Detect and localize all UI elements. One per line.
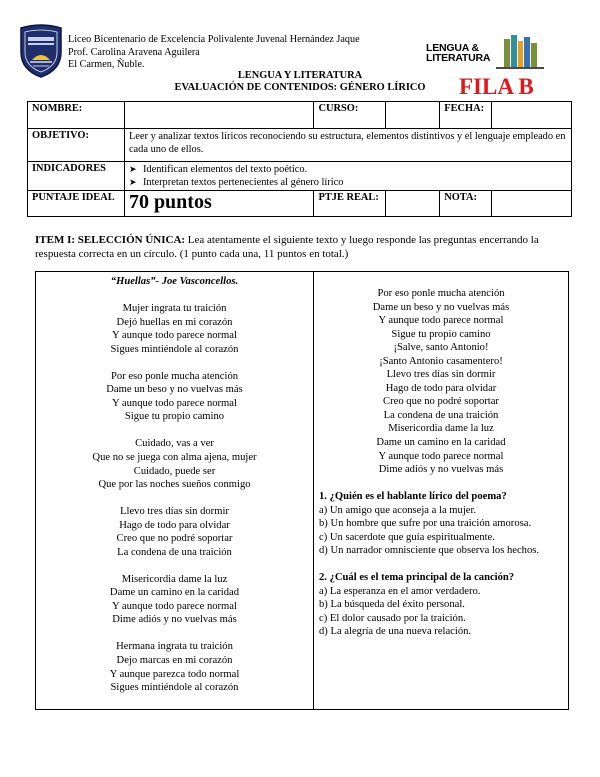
puntaje-value: 70 puntos — [124, 191, 314, 217]
subject-brand-logo — [426, 33, 544, 73]
item-text: Lea atentamente el siguiente texto y luego responde las preguntas encerrando la respuesta correcta en un círculo. (1 punto cada una, 11 puntos en total.) — [35, 234, 539, 260]
answer-option[interactable]: d) Un narrador omnisciente que observa los hechos. — [319, 545, 540, 557]
poem-line: Por eso ponle mucha atención — [110, 370, 239, 382]
poem-stanza — [36, 437, 313, 491]
nombre-label: NOMBRE: — [28, 102, 125, 129]
poem-line: Y aunque todo parece normal — [112, 600, 237, 612]
poem-line: La condena de una traición — [383, 409, 499, 421]
answer-option[interactable]: d) La alegría de una nueva relación. — [319, 626, 472, 638]
poem-line: La condena de una traición — [117, 546, 232, 558]
poem-line: Que por las noches sueños conmigo — [98, 479, 251, 491]
subject-title: LENGUA Y LITERATURA — [237, 70, 363, 81]
curso-field[interactable] — [386, 102, 440, 129]
poem-line: Llevo tres días sin dormir — [386, 369, 496, 381]
poem-line: Hermana ingrata tu traición — [116, 641, 233, 653]
poem-line: Y aunque todo parece normal — [378, 315, 504, 327]
nota-field[interactable] — [492, 191, 572, 217]
poem-line: ¡Santo Antonio casamentero! — [379, 355, 503, 367]
objetivo-label: OBJETIVO: — [28, 129, 125, 162]
nombre-field[interactable] — [124, 102, 314, 129]
question-block — [319, 490, 567, 558]
poem-line: Que no se juega con alma ajena, mujer — [92, 451, 257, 463]
poem-line: Sigues mintiéndole al corazón — [110, 343, 239, 355]
answer-option[interactable]: b) La búsqueda del éxito personal. — [319, 599, 465, 611]
poem-line: Y aunque parezca todo normal — [109, 668, 240, 680]
question-block — [319, 571, 567, 639]
poem-line: Misericordia dame la luz — [388, 423, 494, 435]
poem-line: Sigue tu propio camino — [124, 411, 225, 423]
student-info-table — [27, 101, 572, 217]
item-heading: ITEM I: SELECCIÓN ÚNICA: — [35, 234, 186, 246]
poem-left-column — [36, 275, 313, 708]
item-instructions — [35, 233, 575, 261]
puntaje-label: PUNTAJE IDEAL — [28, 191, 125, 217]
arrow-bullet-icon: ➤ — [128, 177, 137, 187]
brand-line-2: LITERATURA — [426, 52, 491, 64]
poem-line: Dame un camino en la caridad — [376, 437, 506, 449]
poem-line: Llevo tres días sin dormir — [120, 506, 229, 518]
questions-column — [319, 490, 567, 652]
poem-stanza — [36, 640, 313, 694]
school-location: El Carmen, Ñuble. — [68, 59, 145, 70]
poem-line: ¡Salve, santo Antonio! — [393, 342, 489, 354]
question-text: 1. ¿Quién es el hablante lírico del poema? — [319, 491, 507, 502]
poem-line: Dame un beso y no vuelvas más — [372, 301, 510, 313]
poem-line: Y aunque todo parece normal — [112, 330, 237, 342]
brand-line-1: LENGUA & — [426, 42, 479, 54]
question-text: 2. ¿Cuál es el tema principal de la canción? — [319, 572, 515, 584]
poem-title: “Huellas”- Joe Vasconcellos. — [110, 276, 239, 287]
poem-line: Misericordia dame la luz — [121, 573, 228, 585]
fecha-field[interactable] — [492, 102, 572, 129]
poem-line: Y aunque todo parece normal — [112, 397, 237, 409]
poem-line: Creo que no podré soportar — [116, 533, 233, 545]
poem-line: Dame un beso y no vuelvas más — [106, 384, 243, 396]
answer-option[interactable]: b) Un hombre que sufre por una traición amorosa. — [319, 518, 532, 530]
poem-right-column — [314, 287, 568, 477]
poem-line: Dime adiós y no vuelvas más — [112, 614, 237, 626]
answer-option[interactable]: a) Un amigo que aconseja a la mujer. — [319, 504, 477, 516]
poem-line: Sigues mintiéndole al corazón — [110, 682, 239, 694]
curso-label: CURSO: — [314, 102, 386, 129]
poem-line: Sigue tu propio camino — [391, 328, 491, 340]
poem-line: Cuidado, puede ser — [133, 465, 216, 477]
objetivo-text: Leer y analizar textos líricos reconociendo su estructura, elementos distintivos y el lenguaje empleado en cada uno de ellos. — [124, 129, 571, 162]
indicadores-list — [124, 162, 571, 191]
ptje-real-field[interactable] — [386, 191, 440, 217]
poem-line: Mujer ingrata tu traición — [122, 303, 227, 315]
books-icon — [496, 33, 546, 69]
poem-stanza — [36, 302, 313, 356]
indicador-item — [129, 163, 567, 176]
poem-stanza — [36, 370, 313, 424]
poem-line: Cuidado, vas a ver — [135, 438, 214, 450]
indicador-text: Identifican elementos del texto poético. — [142, 164, 308, 175]
poem-line: Dime adiós y no vuelvas más — [378, 464, 504, 476]
poem-line: Dejó huellas en mi corazón — [116, 316, 233, 328]
poem-line: Y aunque todo parece normal — [378, 450, 504, 462]
indicador-text: Interpretan textos pertenecientes al género lírico — [142, 177, 344, 188]
indicador-item — [129, 176, 567, 189]
poem-line: Creo que no podré soportar — [383, 396, 499, 408]
answer-option[interactable]: a) La esperanza en el amor verdadero. — [319, 585, 481, 597]
answer-option[interactable]: c) Un sacerdote que guía espiritualmente. — [319, 531, 495, 543]
answer-option[interactable]: c) El dolor causado por la traición. — [319, 612, 466, 624]
ptje-real-label: PTJE REAL: — [314, 191, 386, 217]
school-name: Liceo Bicentenario de Excelencia Polivalente Juvenal Hernández Jaque — [68, 34, 360, 45]
teacher-name: Prof. Carolina Aravena Aguilera — [68, 46, 200, 58]
poem-line: Dame un camino en la caridad — [109, 587, 240, 599]
poem-box — [35, 271, 569, 710]
poem-stanza — [36, 573, 313, 627]
poem-stanza — [36, 505, 313, 559]
nota-label: NOTA: — [440, 191, 492, 217]
poem-line: Por eso ponle mucha atención — [377, 288, 505, 299]
fila-label: FILA B — [459, 74, 534, 99]
indicadores-label: INDICADORES — [28, 162, 125, 191]
poem-line: Hago de todo para olvidar — [385, 382, 497, 394]
fecha-label: FECHA: — [440, 102, 492, 129]
poem-line: Dejo marcas en mi corazón — [116, 655, 233, 667]
arrow-bullet-icon: ➤ — [128, 164, 137, 174]
evaluation-title: EVALUACIÓN DE CONTENIDOS: GÉNERO LÍRICO — [174, 82, 426, 93]
school-info — [68, 34, 360, 72]
poem-line: Hago de todo para olvidar — [119, 519, 230, 531]
